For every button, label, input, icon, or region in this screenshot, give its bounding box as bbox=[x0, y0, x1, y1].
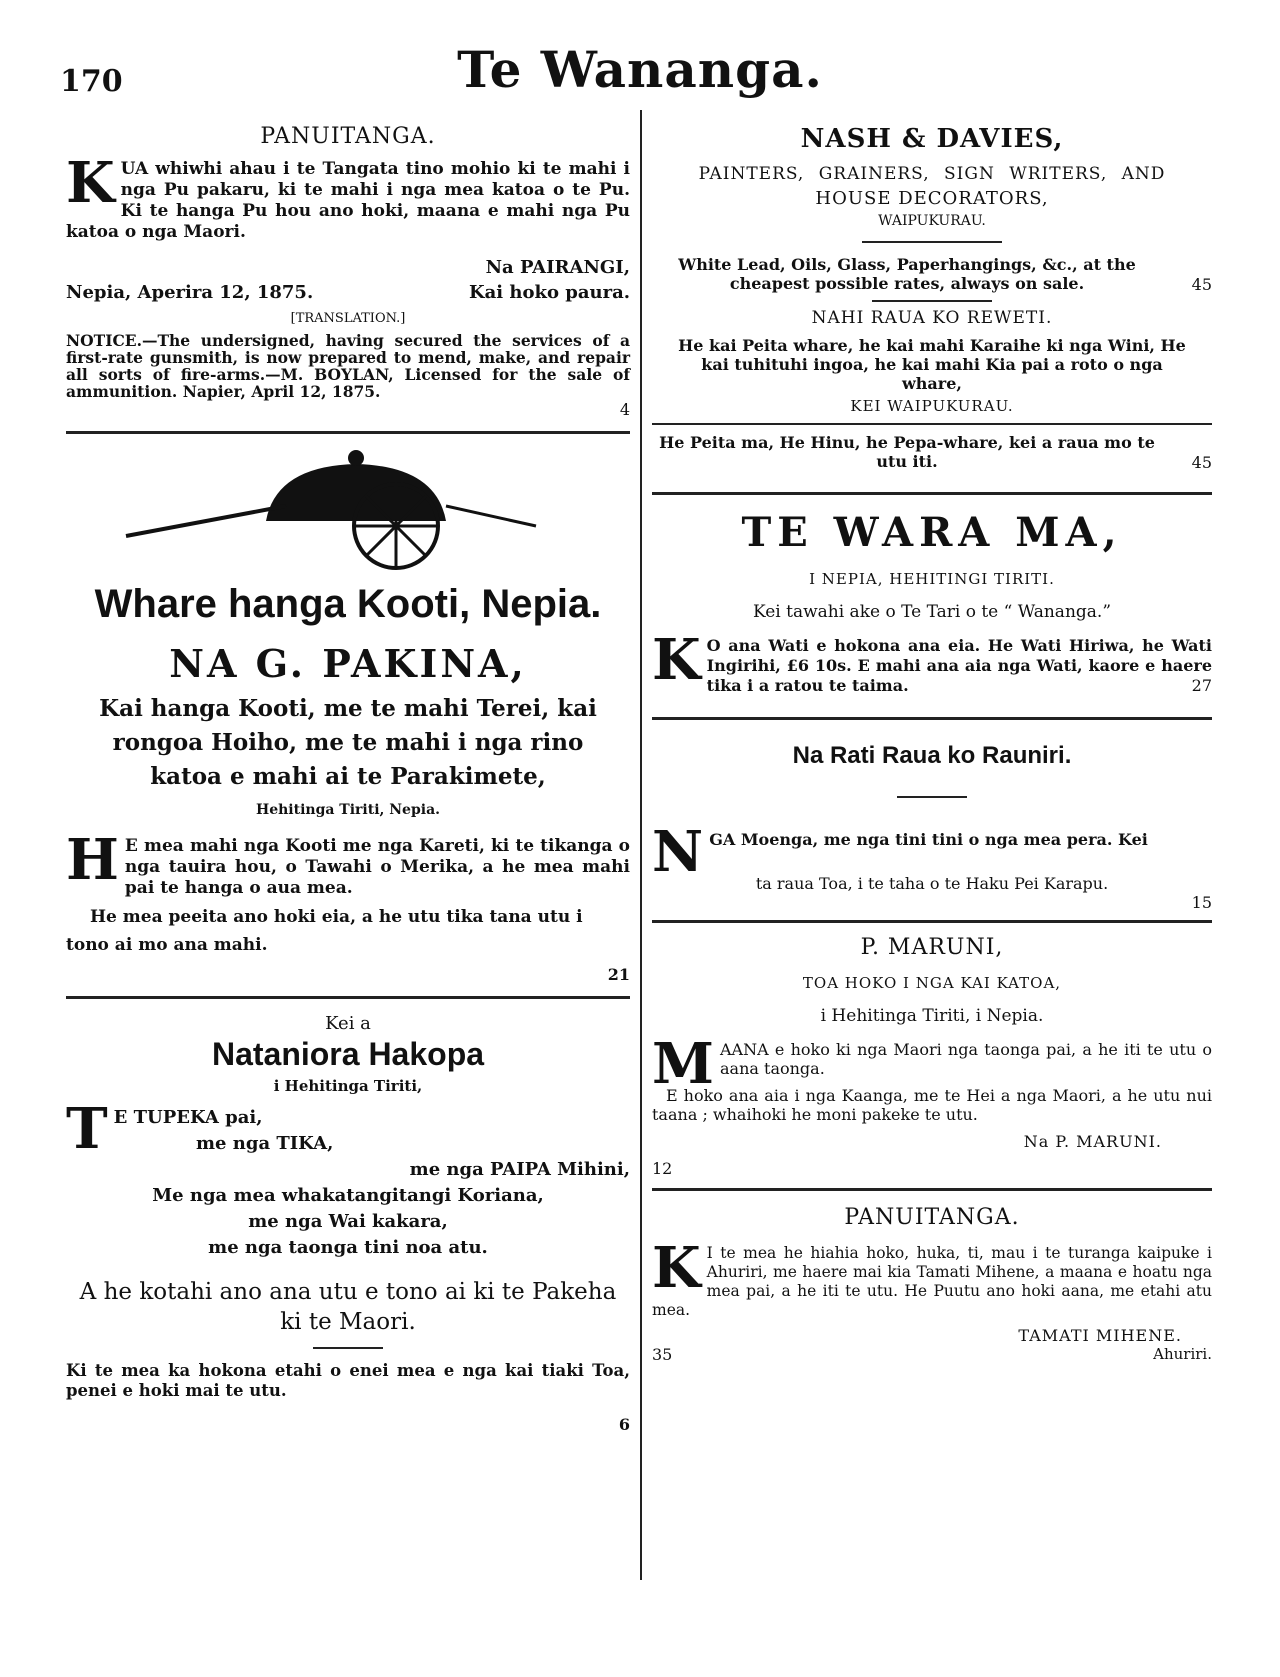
list-line: me nga PAIPA Mihini, bbox=[409, 1159, 630, 1180]
panui2-heading: PANUITANGA. bbox=[844, 1205, 1020, 1230]
whare-body2: He mea peeita ano hoki eia, a he utu tika tana utu i tono ai mo ana mahi. bbox=[66, 907, 583, 955]
wara-line: Kei tawahi ake o Te Tari o te “ Wananga.” bbox=[752, 602, 1112, 622]
whare-line: Kai hanga Kooti, me te mahi Terei, kai bbox=[99, 695, 597, 722]
wara-heading: TE WARA MA, bbox=[741, 509, 1123, 556]
wara-body-text: O ana Wati e hokona ana eia. He Wati Hiriwa, he Wati Ingirihi, £6 10s. E mahi ana aia nga Wati, kaore e haere tika i a ratou te taima. bbox=[706, 636, 1212, 695]
short-rule bbox=[897, 796, 967, 798]
whare-line: rongoa Hoiho, me te mahi i nga rino bbox=[112, 729, 584, 756]
nataniora-big: A he kotahi ano ana utu e tono ai ki te Pakeha ki te Maori. bbox=[79, 1279, 617, 1335]
nash-maori-body2: He Peita ma, He Hinu, he Pepa-whare, kei a raua mo te utu iti. bbox=[659, 433, 1155, 471]
ref-number: 35 bbox=[652, 1345, 673, 1364]
panuitanga-body bbox=[66, 150, 630, 243]
panuitanga-signature: Na PAIRANGI, bbox=[485, 257, 630, 278]
ref-number: 21 bbox=[607, 965, 630, 984]
dropcap: T bbox=[66, 1096, 108, 1162]
nash-maori-place: KEI WAIPUKURAU. bbox=[850, 397, 1014, 415]
date-line: Nepia, Aperira 12, 1875. bbox=[66, 282, 314, 303]
dropcap: M bbox=[652, 1031, 714, 1097]
dropcap: K bbox=[66, 150, 115, 216]
panui2-body-text: I te mea he hiahia hoko, huka, ti, mau i te turanga kaipuke i Ahuriri, me haere mai kia Tamati Mihene, a maana e hoatu nga mea pai, a he iti te utu. He Puutu ano hoki aana, me etahi atu mea. bbox=[652, 1244, 1212, 1319]
whare-line: katoa e mahi ai te Parakimete, bbox=[150, 763, 546, 790]
whare-address: Hehitinga Tiriti, Nepia. bbox=[255, 802, 441, 818]
nataniora-foot: Ki te mea ka hokona etahi o enei mea e nga kai tiaki Toa, penei e hoki mai te utu. bbox=[66, 1361, 630, 1400]
nash-maori-body: He kai Peita whare, he kai mahi Karaihe ki nga Wini, He kai tuhituhi ingoa, he kai mahi Kia pai a roto o nga whare, bbox=[678, 336, 1186, 393]
ref-number: 4 bbox=[619, 400, 630, 419]
nash-body: White Lead, Oils, Glass, Paperhangings, &c., at the cheapest possible rates, always on sale. bbox=[678, 255, 1136, 293]
nash-sub: PAINTERS, GRAINERS, SIGN WRITERS, AND bbox=[698, 164, 1166, 184]
column-divider bbox=[640, 110, 642, 1580]
nash-place: WAIPUKURAU. bbox=[878, 213, 986, 229]
divider bbox=[66, 996, 630, 999]
dropcap: K bbox=[652, 1235, 701, 1301]
divider bbox=[652, 717, 1212, 720]
page-number: 170 bbox=[60, 64, 123, 99]
page-title: Te Wananga. bbox=[457, 40, 823, 99]
ref-number: 45 bbox=[1191, 275, 1212, 294]
nash-sub2: HOUSE DECORATORS, bbox=[815, 188, 1049, 209]
maruni-body-text: AANA e hoko ki nga Maori nga taonga pai, a he iti te utu o aana taonga. bbox=[720, 1040, 1212, 1078]
panui2-place: Ahuriri. bbox=[1153, 1345, 1212, 1363]
nataniora-address: i Hehitinga Tiriti, bbox=[273, 1077, 423, 1095]
nash-heading: NASH & DAVIES, bbox=[800, 124, 1064, 154]
dropcap: H bbox=[66, 827, 119, 893]
cart-lamp bbox=[348, 450, 364, 466]
divider bbox=[652, 920, 1212, 923]
cart-illustration bbox=[66, 446, 630, 576]
ref-number: 15 bbox=[1191, 893, 1212, 912]
left-column bbox=[66, 120, 630, 1434]
divider bbox=[652, 1188, 1212, 1191]
maruni-body2: E hoko ana aia i nga Kaanga, me te Hei a nga Maori, a he utu nui taana ; whaihoki he moni pakeke te utu. bbox=[652, 1086, 1212, 1124]
list-line: me nga Wai kakara, bbox=[248, 1211, 448, 1232]
kai-hoko: Kai hoko paura. bbox=[469, 282, 630, 303]
short-rule bbox=[872, 300, 992, 302]
whare-body bbox=[66, 827, 630, 899]
divider bbox=[66, 431, 630, 434]
whare-lines bbox=[66, 692, 630, 794]
panui2-sign: TAMATI MIHENE. bbox=[1018, 1326, 1182, 1345]
right-column bbox=[652, 120, 1212, 1364]
list-line: E TUPEKA pai, bbox=[113, 1107, 263, 1128]
maruni-sub: TOA HOKO I NGA KAI KATOA, bbox=[802, 974, 1062, 992]
whare-heading: Whare hanga Kooti, Nepia. bbox=[94, 582, 602, 626]
whare-body-text: E mea mahi nga Kooti me nga Kareti, ki te tikanga o nga tauira hou, o Tawahi o Merika, a he mea mahi pai te hanga o aua mea. bbox=[124, 836, 630, 898]
ref-number: 27 bbox=[1191, 676, 1212, 695]
maruni-heading: P. MARUNI, bbox=[860, 935, 1004, 960]
divider bbox=[652, 492, 1212, 495]
list-line: Me nga mea whakatangitangi Koriana, bbox=[152, 1185, 544, 1206]
ref-number: 12 bbox=[652, 1159, 673, 1178]
wara-sub: I NEPIA, HEHITINGI TIRITI. bbox=[809, 570, 1055, 588]
maruni-sign: Na P. MARUNI. bbox=[1023, 1132, 1162, 1151]
translation-label: [TRANSLATION.] bbox=[290, 311, 406, 326]
whare-name: NA G. PAKINA, bbox=[169, 641, 527, 686]
nataniora-name: Nataniora Hakopa bbox=[211, 1036, 485, 1072]
rati-body-text: GA Moenga, me nga tini tini o nga mea pera. Kei bbox=[709, 830, 1148, 849]
panuitanga-dateline bbox=[66, 282, 630, 303]
panuitanga-heading: PANUITANGA. bbox=[260, 124, 436, 149]
rati-heading: Na Rati Raua ko Rauniri. bbox=[792, 742, 1072, 769]
maruni-place: i Hehitinga Tiriti, i Nepia. bbox=[820, 1006, 1044, 1026]
ref-number: 45 bbox=[1191, 453, 1212, 472]
divider bbox=[652, 423, 1212, 425]
rati-body2: ta raua Toa, i te taha o te Haku Pei Karapu. bbox=[755, 874, 1109, 893]
dropcap: K bbox=[652, 627, 701, 693]
panuitanga-text: UA whiwhi ahau i te Tangata tino mohio ki te mahi i nga Pu pakaru, ki te mahi i nga mea katoa o te Pu. Ki te hanga Pu hou ano hoki, maana e mahi nga Pu katoa o nga Maori. bbox=[66, 159, 630, 242]
cart-shaft bbox=[126, 506, 286, 536]
dropcap: N bbox=[652, 819, 704, 885]
nataniora-list bbox=[66, 1096, 630, 1261]
nash-maori-heading: NAHI RAUA KO REWETI. bbox=[811, 308, 1053, 328]
ref-number: 6 bbox=[618, 1415, 630, 1434]
list-line: me nga TIKA, bbox=[196, 1133, 334, 1154]
short-rule bbox=[313, 1347, 383, 1349]
notice-text: NOTICE.—The undersigned, having secured the services of a first-rate gunsmith, is now prepared to mend, make, and repair all sorts of fire-arms.—M. BOYLAN, Licensed for the sale of ammunition. Napier, April 12, 1875. bbox=[66, 331, 630, 401]
kei-a: Kei a bbox=[325, 1013, 371, 1034]
maruni-body bbox=[652, 1031, 1212, 1097]
short-rule bbox=[862, 241, 1002, 243]
panui2-body bbox=[652, 1235, 1212, 1320]
list-line: me nga taonga tini noa atu. bbox=[208, 1237, 488, 1258]
